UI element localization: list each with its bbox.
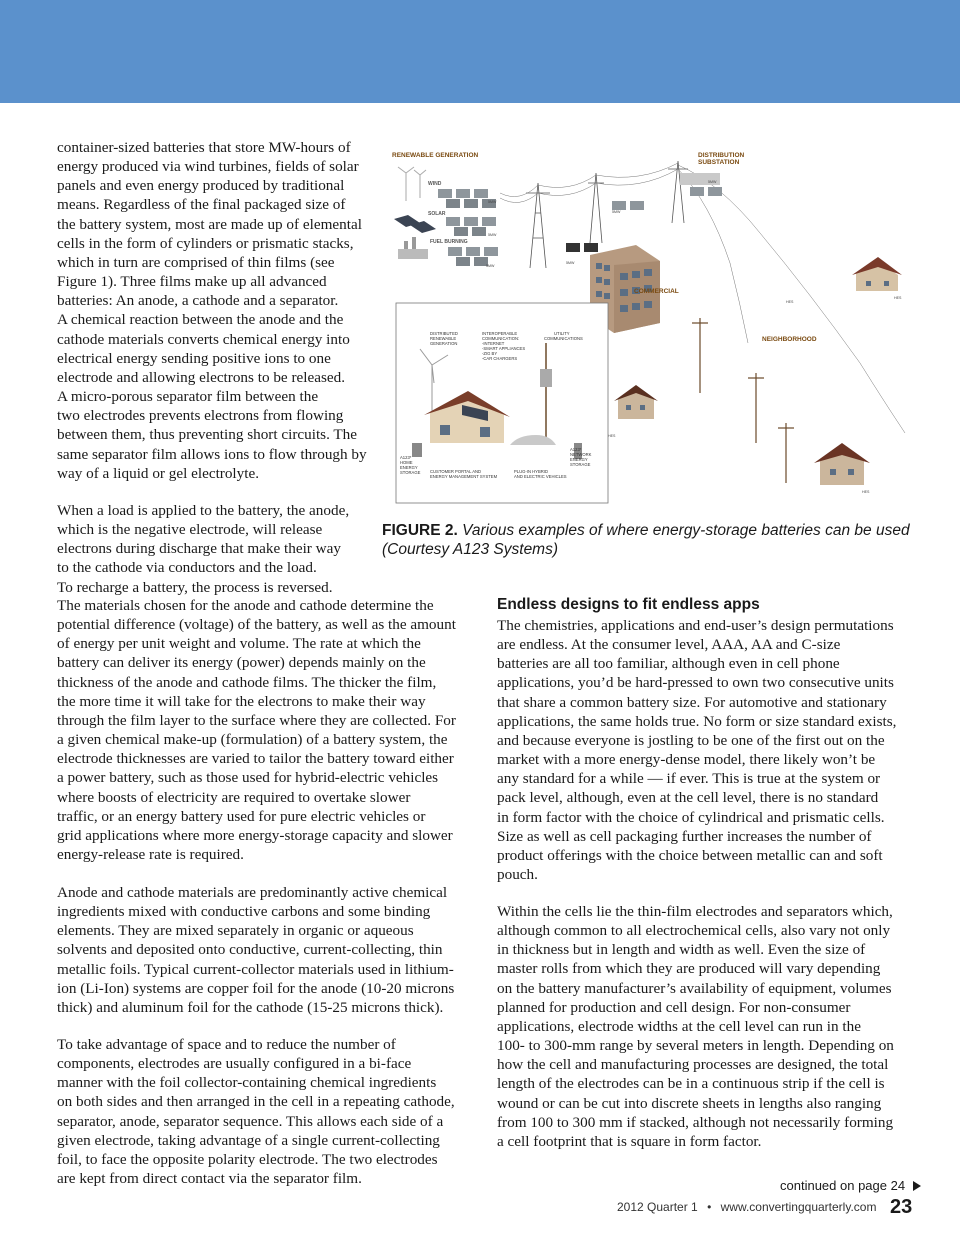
label-mw-2: 5MW [488, 233, 497, 237]
body-paragraph-1: container-sized batteries that store MW-hours of energy produced via wind turbines, fields of solar panels and even energy produced by traditional means. Regardless of the final packaged size of the battery system, most are made up of elemental cells in the form of cylinders or prismatic stacks, which in turn are comprised of thin films (see Figure 1). Three films make up all advanced batteries: An anode, a cathode and a separator. A chemical reaction between the anode and the cathode materials converts chemical energy into electrical energy sending positive ions to one electrode and allowing electrons to be released. A micro-porous separator film between the two electrodes prevents electrons from flowing between them, thus preventing short circuits. The same separator film allows ions to flow through by way of a liquid or gel electrolyte. [57, 139, 367, 482]
label-mw-6: 5MW [566, 261, 575, 265]
label-fuel: FUEL BURNING [430, 239, 468, 245]
page-number: 23 [890, 1196, 913, 1218]
label-hes-3: HES [608, 434, 616, 438]
figure-caption-text: Various examples of where energy-storage batteries can be used (Courtesy A123 Systems) [382, 522, 910, 558]
body-paragraph-4: To take advantage of space and to reduce the number of components, electrodes are usually configured in a bi-face manner with the foil collector-containing chemical ingredients on both sides and then arranged in the cell in a repeating cathode, separator, anode, separator sequence. This allows each side of a given electrode, taking advantage of a single current-collecting foil, to face the opposite polarity electrode. The two electrodes are kept from direct contact via the separator film. [57, 1036, 455, 1188]
label-mw-1: 5MW [488, 200, 497, 204]
section-heading: Endless designs to fit endless apps [497, 596, 760, 613]
footer-bullet: • [707, 1200, 712, 1214]
label-hes-2: HES [786, 300, 794, 304]
label-distribution-line1: DISTRIBUTION [698, 152, 745, 159]
label-commercial: COMMERCIAL [634, 288, 679, 295]
body-paragraph-2a: When a load is applied to the battery, the anode, which is the negative electrode, will release electrons during discharge that make their way to the cathode via conductors and the load. To recharge a battery, the process is reversed. [57, 502, 350, 596]
right-paragraph-1: The chemistries, applications and end-user’s design permutations are endless. At the consumer level, AAA, AA and C-size batteries are all too familiar, although even in cell phone applications, you’d be hard-pressed to own two consecutive units that share a common battery size. For automotive and stationary applications, the same holds true. No form or size standard exists, and because everyone is jostling to be one of the first out on the market with a more energy-dense model, there likely won’t be any standard for a while — if ever. This is true at the system or pack level, although, even at the cell level, there is no standard in form factor with the choice of cylindrical and prismatic cells. Size as well as cell packaging further increases the number of product offerings with the choice between metallic can and soft pouch. [497, 617, 897, 884]
label-distribution-line2: SUBSTATION [698, 159, 740, 166]
inset-label-distributed: DISTRIBUTED RENEWABLE GENERATION [430, 331, 458, 346]
right-paragraph-2: Within the cells lie the thin-film electrodes and separators which, although common to all electrochemical cells, also vary not only in thickness but in length and width as well. Even the size of master rolls from which they are produced will vary depending on the battery manufacturer’s availability of equipment, volumes planned for production and cell design. For non-consumer applications, electrode widths at the cell level can run in the 100- to 300-mm range by several meters in length. Depending on how the cell and manufacturing processes are designed, the total length of the electrodes can be in a continuous strip if the cell is wound or can be cut into discrete sheets in lengths also ranging from 100 to 300 mm if stacked, although not necessarily forming a cell footprint that is square in form factor. [497, 903, 894, 1150]
label-wind: WIND [428, 181, 442, 187]
label-distribution [698, 152, 746, 166]
neighborhood-house-2 [614, 385, 658, 419]
body-paragraph-2b: The materials chosen for the anode and cathode determine the potential difference (voltage) of the battery, as well as the amount of energy per unit weight and volume. The rate at which the battery can deliver its energy (power) depends mainly on the thickness of the anode and cathode films. The thicker the film, the more time it will take for the electrons to make their way through the film layer to the surface where they are collected. For a given chemical make-up (formulation) of a battery system, the electrode thicknesses are varied to tailor the battery toward either a power battery, such as those used for hybrid-electric vehicles where boosts of electricity are required to overtake slower traffic, or an energy battery used for pure electric vehicles or grid applications where more energy-storage capacity and slower energy-release rate is required. [57, 597, 456, 864]
figure-caption [382, 521, 922, 559]
label-mw-4: 5MW [708, 180, 717, 184]
inset-label-interoperable: INTEROPERABLE COMMUNICATION: -INTERNET -SMART APPLIANCES -ZIG BY -CAR CHARGERS [482, 331, 526, 361]
label-neighborhood: NEIGHBORHOOD [762, 336, 817, 343]
inset-home-panel [396, 303, 608, 503]
inset-label-network: A123* NETWORK ENERGY STORAGE [570, 447, 592, 467]
fuel-burning-plant [398, 237, 428, 259]
continued-text[interactable]: continued on page 24 [780, 1178, 906, 1193]
wind-turbines [398, 167, 426, 201]
solar-panels [394, 215, 436, 233]
inset-label-home: A123* HOME ENERGY STORAGE [400, 455, 421, 475]
battery-containers-wind [438, 189, 496, 208]
inset-label-utility: UTILITY COMMUNICATIONS [544, 331, 583, 341]
issue-label: 2012 Quarter 1 [617, 1200, 698, 1214]
body-paragraph-3: Anode and cathode materials are predominantly active chemical ingredients mixed with conductive carbons and some binding elements. They are mixed separately in organic or aqueous solvents and deposited onto conductive, current-collecting, thin metallic foils. Typical current-collector materials used in lithium- ion (Li-Ion) systems are copper foil for the anode (10-20 microns thick) and aluminum foil for the cathode (15-25 microns thick). [57, 884, 455, 1016]
figure-caption-label: FIGURE 2. [382, 522, 458, 539]
energy-grid-illustration [390, 143, 920, 508]
label-solar: SOLAR [428, 211, 446, 217]
website-link[interactable]: www.convertingquarterly.com [720, 1200, 877, 1214]
continued-note[interactable] [780, 1178, 921, 1193]
label-mw-3: 5MW [486, 264, 495, 268]
label-hes-4: HES [862, 490, 870, 494]
inset-label-plugin: PLUG-IN HYBRID AND ELECTRIC VEHICLES [514, 469, 567, 479]
inset-label-portal: CUSTOMER PORTAL AND ENERGY MANAGEMENT SYSTEM [430, 469, 498, 479]
header-band [0, 0, 960, 103]
play-arrow-icon [913, 1181, 921, 1191]
substation-equipment [566, 173, 722, 252]
label-hes-1: HES [894, 296, 902, 300]
neighborhood-house-3 [814, 443, 870, 485]
page-footer [617, 1200, 876, 1214]
neighborhood-house-1 [852, 257, 902, 291]
label-renewable: RENEWABLE GENERATION [392, 152, 479, 159]
label-mw-5: 5MW [612, 210, 621, 214]
